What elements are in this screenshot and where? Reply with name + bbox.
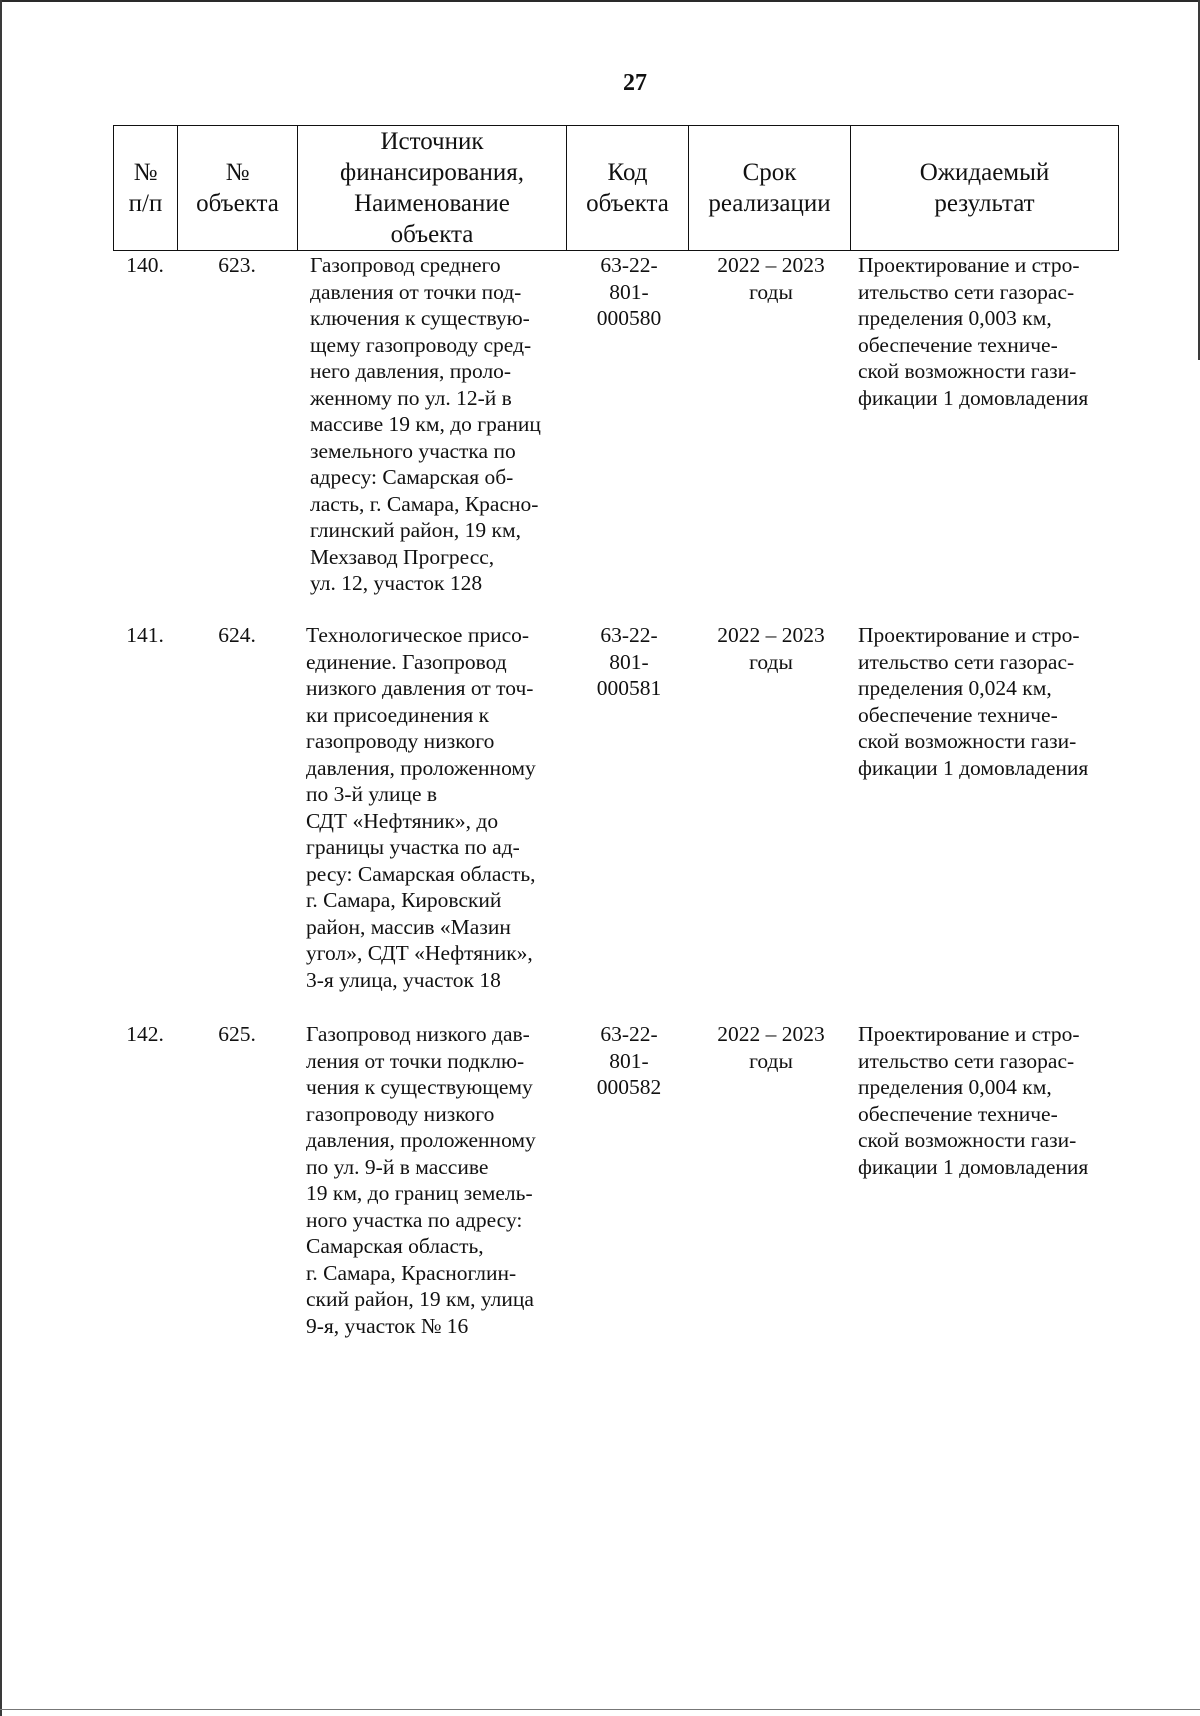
header-object-number-label: № объекта: [196, 159, 279, 217]
header-term: [689, 126, 851, 251]
object-code: 63-22- 801- 000582: [596, 1022, 662, 1099]
scan-edge-bottom: [0, 1709, 1200, 1710]
header-result-label: Ожидаемый результат: [919, 159, 1050, 217]
object-number: 624.: [218, 623, 256, 647]
row-number: 142.: [126, 1022, 164, 1046]
header-source: [298, 126, 567, 251]
source-text: Газопровод среднего давления от точки под- ключения к существую- щему газопроводу сред- него давления, проло- женному по ул. 12-й в массиве 19 км, до границ земельного участка по адресу: Самарская об- ласть, г. Самара, Красно- глинский район, 19 км, Мехзавод Прогресс, ул. 12, участок 128: [310, 253, 541, 595]
header-object-number: [178, 126, 298, 251]
object-code: 63-22- 801- 000581: [596, 623, 662, 700]
table-header: [113, 125, 1119, 251]
implementation-term: 2022 – 2023 годы: [717, 253, 825, 304]
page-number: 27: [623, 70, 647, 96]
source-text: Технологическое присо- единение. Газопровод низкого давления от точ- ки присоединения к газопроводу низкого давления, проложенному по 3-й улице в СДТ «Нефтяник», до границы участка по ад- ресу: Самарская область, г. Самара, Кировский район, массив «Мазин угол», СДТ «Нефтяник», 3-я улица, участок 18: [306, 623, 536, 992]
expected-result: Проектирование и стро- ительство сети газорас- пределения 0,024 км, обеспечение техниче- ской возможности гази- фикации 1 домовладения: [858, 623, 1089, 780]
row-number: 140.: [126, 253, 164, 277]
header-term-label: Срок реализации: [708, 159, 831, 217]
header-row-number-label: № п/п: [128, 159, 163, 217]
expected-result: Проектирование и стро- ительство сети газорас- пределения 0,004 км, обеспечение техниче- ской возможности гази- фикации 1 домовладения: [858, 1022, 1089, 1179]
expected-result: Проектирование и стро- ительство сети газорас- пределения 0,003 км, обеспечение техниче- ской возможности гази- фикации 1 домовладения: [858, 253, 1089, 410]
scan-edge-top: [0, 0, 1200, 2]
header-row: [114, 126, 1119, 251]
row-number: 141.: [126, 623, 164, 647]
header-source-label: Источник финансирования, Наименование объекта: [340, 128, 524, 248]
object-code: 63-22- 801- 000580: [596, 253, 662, 330]
implementation-term: 2022 – 2023 годы: [717, 1022, 825, 1073]
scan-edge-left: [0, 0, 2, 1716]
header-object-code-label: Код объекта: [586, 159, 669, 217]
implementation-term: 2022 – 2023 годы: [717, 623, 825, 674]
source-text: Газопровод низкого дав- ления от точки подклю- чения к существующему газопроводу низкого давления, проложенному по ул. 9-й в массиве 19 км, до границ земель- ного участка по адресу: Самарская область, г. Самара, Красноглин- ский район, 19 км, улица 9-я, участок № 16: [306, 1022, 536, 1338]
object-number: 623.: [218, 253, 256, 277]
header-result: [851, 126, 1119, 251]
object-number: 625.: [218, 1022, 256, 1046]
header-row-number: [114, 126, 178, 251]
header-object-code: [567, 126, 689, 251]
